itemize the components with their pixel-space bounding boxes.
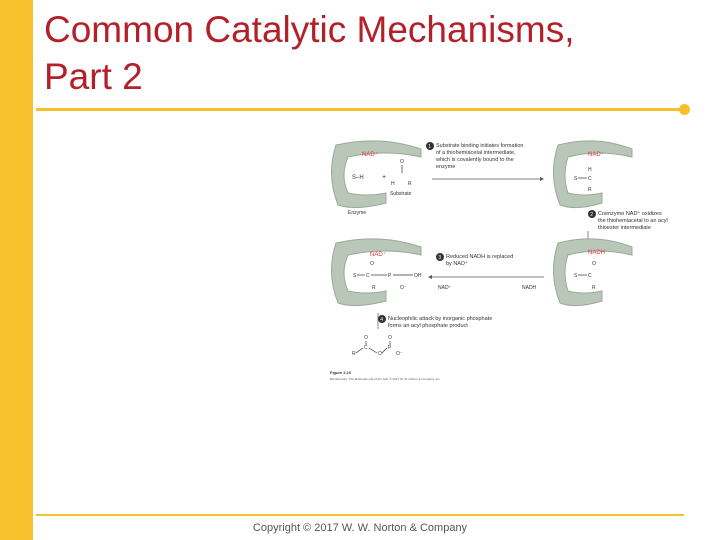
figure-caption-text: Biochemistry: The Molecular Life of the Cell, © 2017 W. W. Norton & Company, Inc. bbox=[330, 377, 441, 381]
mechanism-diagram bbox=[326, 135, 686, 385]
left-accent-bar bbox=[0, 0, 33, 540]
step-3-line-1: Reduced NADH is replaced bbox=[446, 254, 514, 260]
step-3-nad-in: NAD⁺ bbox=[438, 285, 452, 291]
phosphate-p-c: P bbox=[388, 273, 392, 279]
substrate-o: O bbox=[400, 159, 404, 165]
thio-s-b: S bbox=[574, 176, 578, 182]
product-o-bridge: O bbox=[378, 351, 382, 357]
footer-copyright: Copyright © 2017 W. W. Norton & Company bbox=[252, 522, 468, 534]
acyl-r-d: R bbox=[592, 285, 596, 291]
enzyme-pocket-b bbox=[553, 141, 632, 208]
step-2-line-2: the thiohemiacetal to an acyl bbox=[598, 218, 668, 224]
enzyme-pocket-d bbox=[553, 239, 632, 306]
substrate-r: R bbox=[408, 181, 412, 187]
step-3-nadh-out: NADH bbox=[522, 285, 537, 291]
nad-label-b: NAD⁺ bbox=[588, 152, 604, 158]
step-4-text bbox=[388, 316, 494, 329]
step-2-text bbox=[598, 210, 669, 231]
nad-label-a: NAD⁺ bbox=[362, 152, 378, 158]
step-2-line-3: thioester intermediate bbox=[598, 225, 651, 231]
product-c: C bbox=[364, 345, 368, 351]
footer-rule bbox=[36, 514, 684, 516]
acyl-c-c: C bbox=[366, 273, 370, 279]
acyl-o-c: O bbox=[370, 261, 374, 267]
thio-c-b: C bbox=[588, 176, 592, 182]
step-4-number: 4 bbox=[380, 317, 384, 323]
enzyme-pocket-a bbox=[331, 141, 421, 208]
slide-title-line-1: Common Catalytic Mechanisms, bbox=[44, 9, 575, 50]
slide-title-line-2: Part 2 bbox=[44, 56, 143, 97]
product-o-top: O bbox=[364, 335, 368, 341]
step-1-line-1: Substrate binding initiates formation bbox=[436, 143, 524, 149]
title-underline bbox=[36, 108, 684, 111]
nadh-label-d: NADH bbox=[588, 250, 606, 256]
substrate-label: Substrate bbox=[390, 191, 412, 197]
step-2-number: 2 bbox=[590, 212, 594, 218]
title-underline-dot bbox=[679, 104, 690, 115]
phosphate-ominus-c: O⁻ bbox=[400, 285, 407, 291]
product-o-minus: O⁻ bbox=[396, 351, 403, 357]
product-r: R bbox=[352, 351, 356, 357]
slide-title bbox=[44, 6, 684, 100]
acyl-s-c: S bbox=[353, 273, 357, 279]
step-1-line-2: of a thiohemiacetal intermediate, bbox=[436, 150, 516, 156]
step-2-line-1: Coenzyme NAD⁺ oxidizes bbox=[598, 211, 662, 217]
step-4-line-1: Nucleophilic attack by inorganic phosphate bbox=[388, 316, 493, 322]
step-4-line-2: forms an acyl phosphate product bbox=[388, 323, 468, 329]
product-p: P bbox=[388, 345, 392, 351]
figure-caption-title: Figure 2.10 bbox=[330, 370, 352, 375]
step-3-text bbox=[446, 254, 515, 267]
nad-label-c: NAD⁺ bbox=[370, 252, 386, 258]
enzyme-label: Enzyme bbox=[348, 210, 367, 216]
sh-label: S–H bbox=[352, 175, 364, 181]
enzyme-pocket-c bbox=[331, 239, 421, 306]
mechanism-figure bbox=[326, 135, 686, 385]
acyl-o-d: O bbox=[592, 261, 596, 267]
step-1-line-3: which is covalently bound to the bbox=[436, 157, 514, 163]
step-1-line-4: enzyme bbox=[436, 164, 456, 170]
step-1-text bbox=[435, 143, 525, 170]
product-p-o: O bbox=[388, 335, 392, 341]
step-3-number: 3 bbox=[438, 255, 442, 261]
thio-r-b: R bbox=[588, 187, 592, 193]
step-3-line-2: by NAD⁺ bbox=[446, 261, 468, 267]
plus-sign: + bbox=[382, 174, 387, 181]
substrate-h: H bbox=[391, 181, 395, 187]
thio-h-b: H bbox=[588, 167, 592, 173]
step-1-number: 1 bbox=[428, 144, 432, 150]
acyl-r-c: R bbox=[372, 285, 376, 291]
acyl-s-d: S bbox=[574, 273, 578, 279]
phosphate-oh-c: OH bbox=[414, 273, 422, 279]
acyl-c-d: C bbox=[588, 273, 592, 279]
